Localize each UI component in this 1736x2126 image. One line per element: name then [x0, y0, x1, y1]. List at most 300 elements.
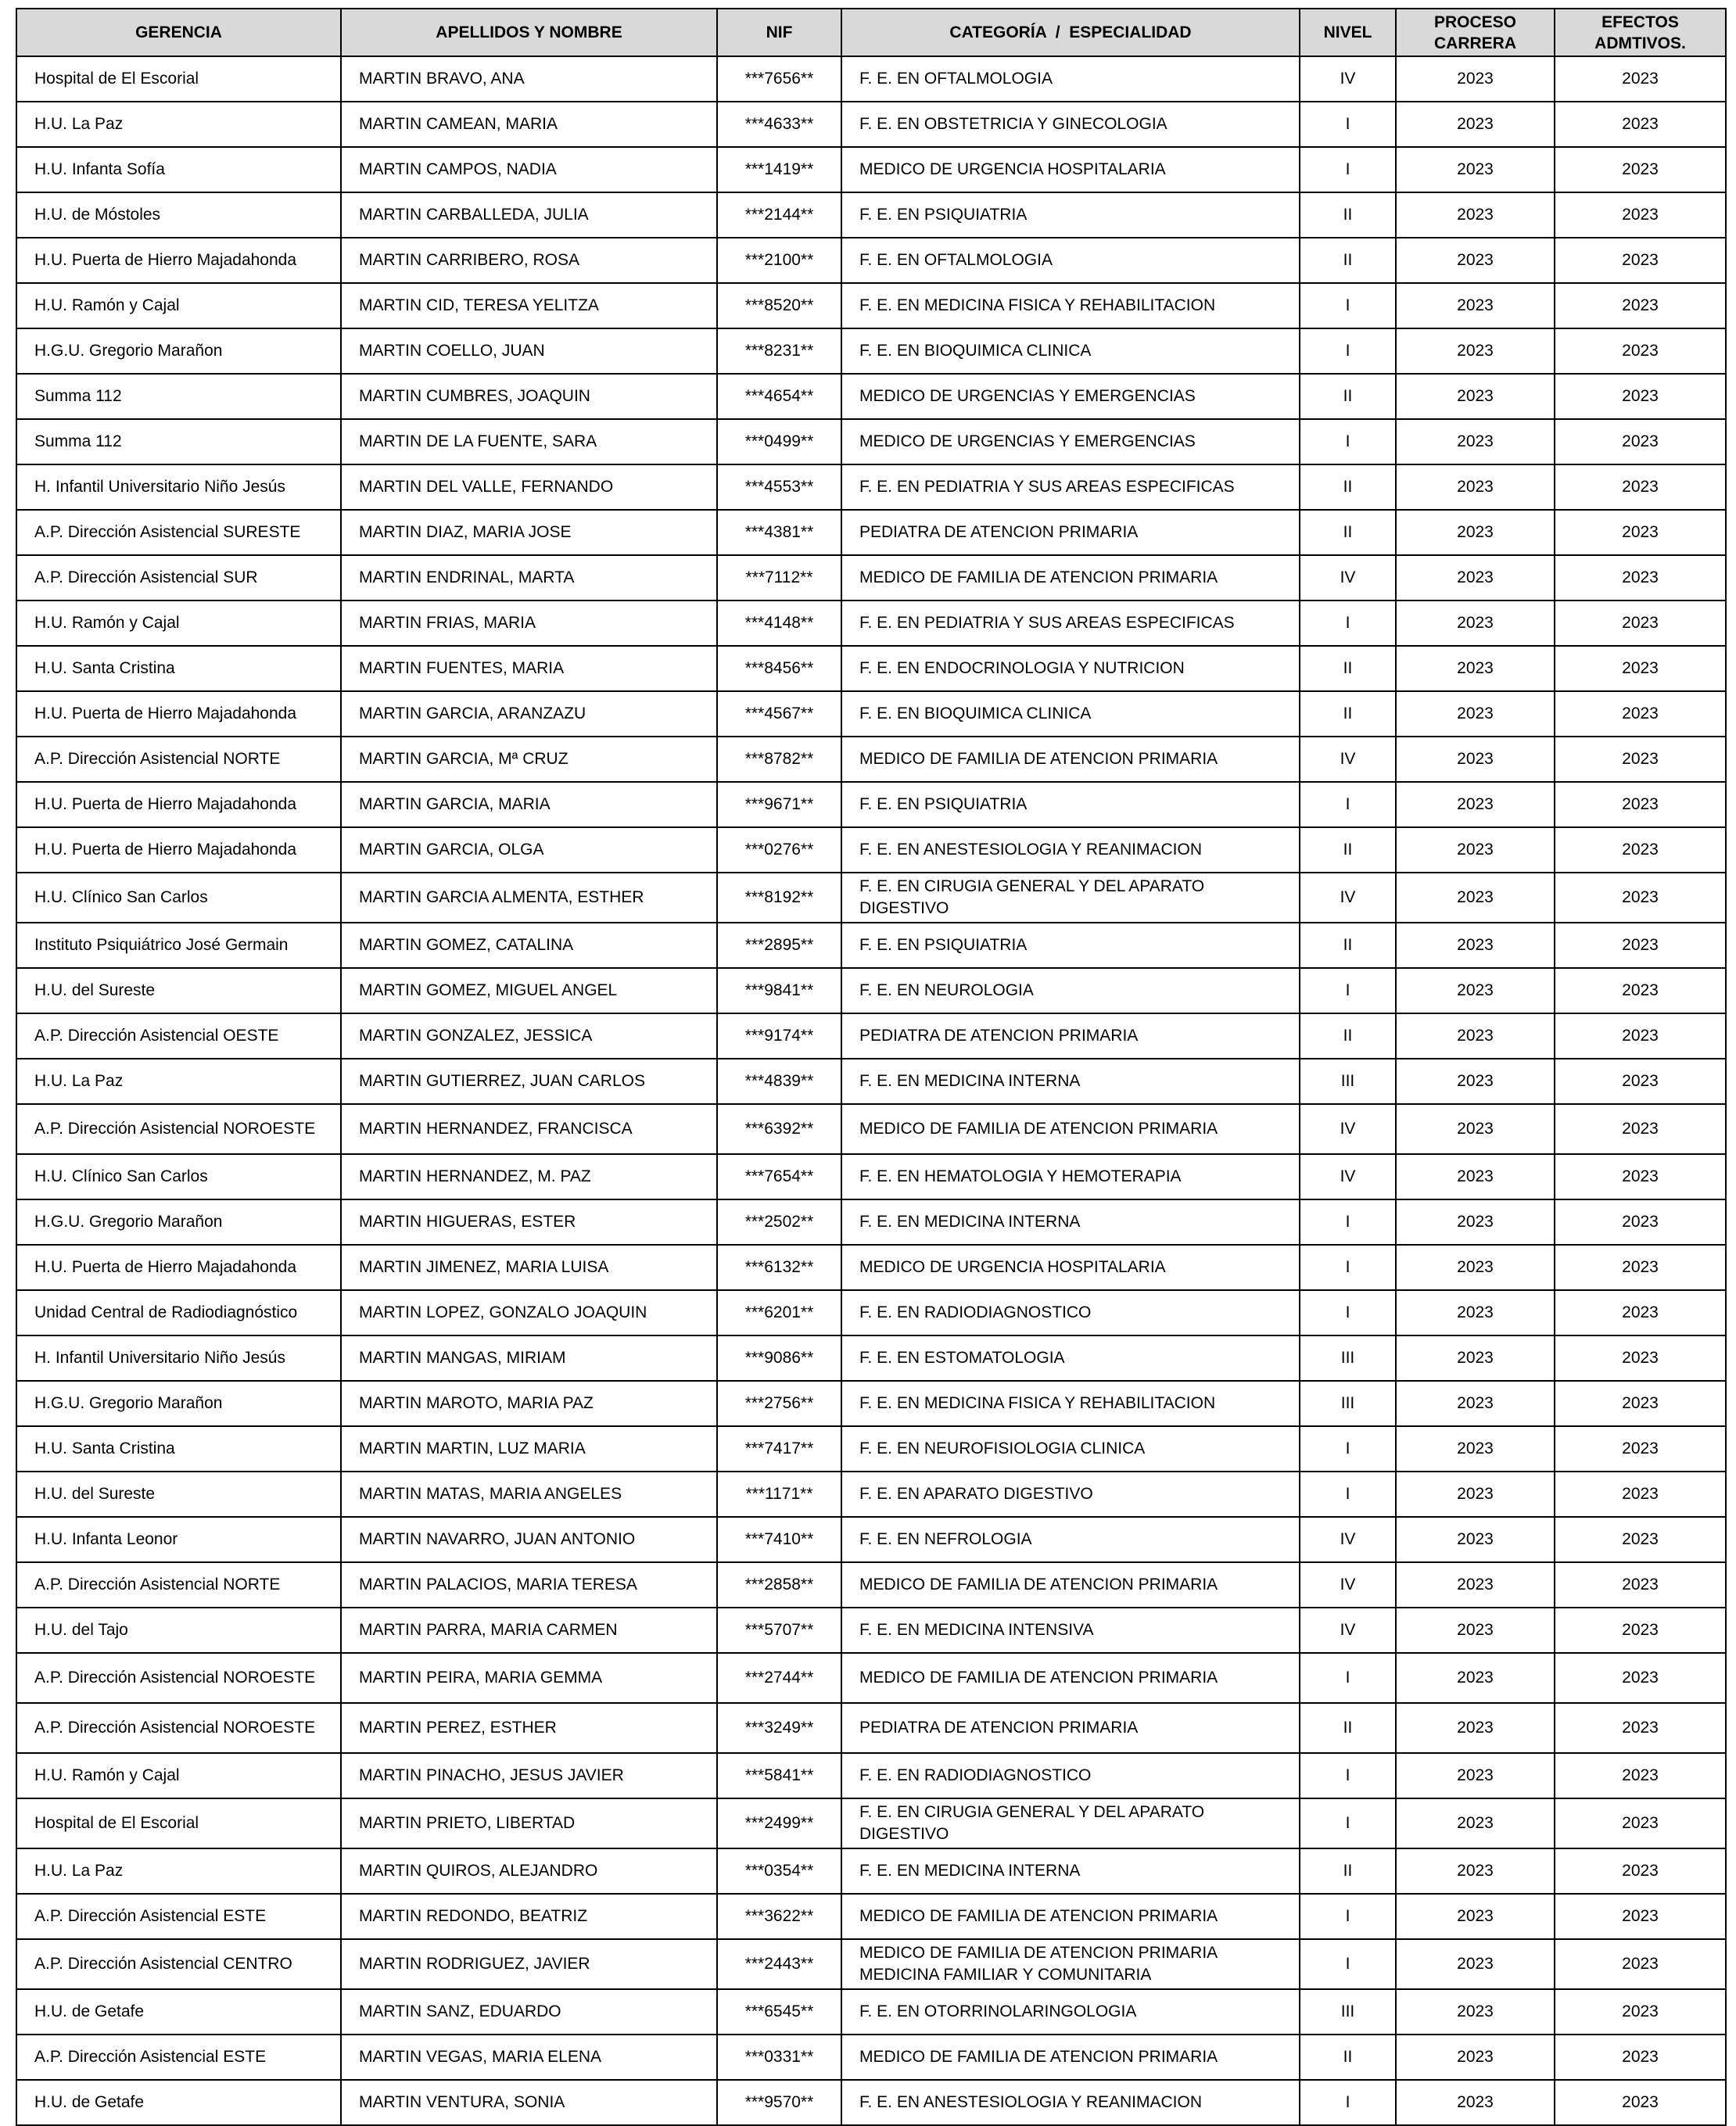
table-row: [16, 968, 1726, 1013]
cell-gerencia: H.G.U. Gregorio Marañon: [16, 328, 341, 374]
cell-nivel: IV: [1300, 1517, 1396, 1562]
cell-proceso: 2023: [1396, 1472, 1555, 1517]
cell-proceso: 2023: [1396, 2035, 1555, 2080]
cell-gerencia: H. Infantil Universitario Niño Jesús: [16, 1335, 341, 1381]
cell-nif: ***2744**: [717, 1653, 841, 1703]
cell-categoria: F. E. EN PEDIATRIA Y SUS AREAS ESPECIFICAS: [841, 464, 1300, 510]
cell-proceso: 2023: [1396, 1426, 1555, 1472]
cell-gerencia: H.U. de Getafe: [16, 2080, 341, 2125]
cell-nif: ***5841**: [717, 1753, 841, 1798]
cell-proceso: 2023: [1396, 56, 1555, 102]
cell-nif: ***3249**: [717, 1703, 841, 1753]
cell-nombre: MARTIN ENDRINAL, MARTA: [341, 555, 717, 601]
cell-proceso: 2023: [1396, 1154, 1555, 1199]
table-row: [16, 1059, 1726, 1104]
cell-efectos: 2023: [1555, 1608, 1726, 1653]
cell-nif: ***5707**: [717, 1608, 841, 1653]
cell-categoria: PEDIATRA DE ATENCION PRIMARIA: [841, 1703, 1300, 1753]
cell-nif: ***7417**: [717, 1426, 841, 1472]
cell-nivel: II: [1300, 464, 1396, 510]
cell-efectos: 2023: [1555, 1290, 1726, 1335]
cell-nivel: I: [1300, 1753, 1396, 1798]
cell-categoria: PEDIATRA DE ATENCION PRIMARIA: [841, 510, 1300, 555]
cell-efectos: 2023: [1555, 147, 1726, 192]
cell-nombre: MARTIN REDONDO, BEATRIZ: [341, 1894, 717, 1939]
cell-efectos: 2023: [1555, 1517, 1726, 1562]
cell-nif: ***6392**: [717, 1104, 841, 1154]
cell-proceso: 2023: [1396, 374, 1555, 419]
header-nivel: NIVEL: [1300, 9, 1396, 56]
cell-categoria: F. E. EN NEFROLOGIA: [841, 1517, 1300, 1562]
cell-nif: ***8520**: [717, 283, 841, 328]
cell-efectos: 2023: [1555, 1245, 1726, 1290]
cell-gerencia: A.P. Dirección Asistencial CENTRO: [16, 1939, 341, 1989]
cell-efectos: 2023: [1555, 601, 1726, 646]
cell-gerencia: H.U. Ramón y Cajal: [16, 601, 341, 646]
cell-nivel: III: [1300, 1989, 1396, 2035]
cell-gerencia: H. Infantil Universitario Niño Jesús: [16, 464, 341, 510]
table-row: [16, 1154, 1726, 1199]
header-categoria: CATEGORÍA / ESPECIALIDAD: [841, 9, 1300, 56]
cell-nif: ***2756**: [717, 1381, 841, 1426]
cell-nivel: II: [1300, 374, 1396, 419]
cell-nivel: I: [1300, 1290, 1396, 1335]
table-row: [16, 1608, 1726, 1653]
cell-efectos: 2023: [1555, 1703, 1726, 1753]
cell-proceso: 2023: [1396, 737, 1555, 782]
cell-nivel: IV: [1300, 1608, 1396, 1653]
cell-proceso: 2023: [1396, 1199, 1555, 1245]
table-row: [16, 147, 1726, 192]
table-row: [16, 192, 1726, 238]
cell-nif: ***4633**: [717, 102, 841, 147]
cell-nombre: MARTIN RODRIGUEZ, JAVIER: [341, 1939, 717, 1989]
cell-nif: ***4553**: [717, 464, 841, 510]
cell-nombre: MARTIN GARCIA ALMENTA, ESTHER: [341, 873, 717, 923]
cell-nivel: II: [1300, 827, 1396, 873]
cell-proceso: 2023: [1396, 147, 1555, 192]
cell-efectos: 2023: [1555, 1013, 1726, 1059]
cell-proceso: 2023: [1396, 102, 1555, 147]
cell-nivel: IV: [1300, 873, 1396, 923]
cell-gerencia: A.P. Dirección Asistencial SURESTE: [16, 510, 341, 555]
table-header-row: [16, 9, 1726, 56]
cell-nivel: III: [1300, 1335, 1396, 1381]
cell-categoria: F. E. EN MEDICINA INTERNA: [841, 1848, 1300, 1894]
cell-categoria: F. E. EN ENDOCRINOLOGIA Y NUTRICION: [841, 646, 1300, 691]
table-row: [16, 1472, 1726, 1517]
cell-proceso: 2023: [1396, 1753, 1555, 1798]
cell-nivel: IV: [1300, 737, 1396, 782]
cell-nivel: II: [1300, 646, 1396, 691]
cell-nivel: I: [1300, 782, 1396, 827]
header-nif: NIF: [717, 9, 841, 56]
cell-efectos: 2023: [1555, 1472, 1726, 1517]
cell-gerencia: A.P. Dirección Asistencial OESTE: [16, 1013, 341, 1059]
cell-proceso: 2023: [1396, 1608, 1555, 1653]
cell-nombre: MARTIN CARRIBERO, ROSA: [341, 238, 717, 283]
cell-categoria: F. E. EN ANESTESIOLOGIA Y REANIMACION: [841, 827, 1300, 873]
cell-categoria: MEDICO DE URGENCIAS Y EMERGENCIAS: [841, 419, 1300, 464]
table-row: [16, 1703, 1726, 1753]
cell-nombre: MARTIN CARBALLEDA, JULIA: [341, 192, 717, 238]
cell-efectos: 2023: [1555, 1199, 1726, 1245]
cell-gerencia: H.U. La Paz: [16, 102, 341, 147]
cell-nif: ***4839**: [717, 1059, 841, 1104]
cell-gerencia: A.P. Dirección Asistencial NOROESTE: [16, 1104, 341, 1154]
cell-nif: ***0499**: [717, 419, 841, 464]
cell-gerencia: Unidad Central de Radiodiagnóstico: [16, 1290, 341, 1335]
table-row: [16, 1562, 1726, 1608]
cell-nombre: MARTIN GONZALEZ, JESSICA: [341, 1013, 717, 1059]
table-row: [16, 923, 1726, 968]
table-row: [16, 782, 1726, 827]
header-proceso-carrera: PROCESO CARRERA: [1396, 9, 1555, 56]
cell-proceso: 2023: [1396, 827, 1555, 873]
cell-nivel: I: [1300, 1245, 1396, 1290]
table-row: [16, 873, 1726, 923]
cell-categoria: MEDICO DE URGENCIAS Y EMERGENCIAS: [841, 374, 1300, 419]
cell-nivel: IV: [1300, 555, 1396, 601]
cell-proceso: 2023: [1396, 464, 1555, 510]
cell-categoria: F. E. EN RADIODIAGNOSTICO: [841, 1290, 1300, 1335]
table-row: [16, 1426, 1726, 1472]
header-efectos-admtivos: EFECTOS ADMTIVOS.: [1555, 9, 1726, 56]
cell-nivel: I: [1300, 1798, 1396, 1848]
cell-nif: ***1419**: [717, 147, 841, 192]
cell-nivel: II: [1300, 923, 1396, 968]
cell-nivel: I: [1300, 147, 1396, 192]
cell-proceso: 2023: [1396, 510, 1555, 555]
table-row: [16, 56, 1726, 102]
cell-efectos: 2023: [1555, 510, 1726, 555]
cell-nif: ***4148**: [717, 601, 841, 646]
cell-efectos: 2023: [1555, 192, 1726, 238]
cell-proceso: 2023: [1396, 1703, 1555, 1753]
cell-nombre: MARTIN NAVARRO, JUAN ANTONIO: [341, 1517, 717, 1562]
cell-proceso: 2023: [1396, 238, 1555, 283]
cell-nombre: MARTIN LOPEZ, GONZALO JOAQUIN: [341, 1290, 717, 1335]
table-row: [16, 1381, 1726, 1426]
cell-categoria: F. E. EN OBSTETRICIA Y GINECOLOGIA: [841, 102, 1300, 147]
cell-categoria: F. E. EN MEDICINA FISICA Y REHABILITACION: [841, 1381, 1300, 1426]
cell-nif: ***6201**: [717, 1290, 841, 1335]
table-row: [16, 283, 1726, 328]
cell-nombre: MARTIN PEIRA, MARIA GEMMA: [341, 1653, 717, 1703]
cell-gerencia: H.U. Puerta de Hierro Majadahonda: [16, 1245, 341, 1290]
cell-categoria: F. E. EN OTORRINOLARINGOLOGIA: [841, 1989, 1300, 2035]
cell-proceso: 2023: [1396, 1798, 1555, 1848]
cell-nif: ***8192**: [717, 873, 841, 923]
cell-nombre: MARTIN MARTIN, LUZ MARIA: [341, 1426, 717, 1472]
cell-proceso: 2023: [1396, 873, 1555, 923]
table-row: [16, 374, 1726, 419]
cell-proceso: 2023: [1396, 555, 1555, 601]
cell-categoria: F. E. EN MEDICINA INTENSIVA: [841, 1608, 1300, 1653]
cell-gerencia: H.U. del Sureste: [16, 1472, 341, 1517]
cell-nif: ***3622**: [717, 1894, 841, 1939]
cell-proceso: 2023: [1396, 646, 1555, 691]
table-row: [16, 1335, 1726, 1381]
cell-categoria: F. E. EN ESTOMATOLOGIA: [841, 1335, 1300, 1381]
cell-gerencia: A.P. Dirección Asistencial NOROESTE: [16, 1653, 341, 1703]
table-row: [16, 1290, 1726, 1335]
header-gerencia: GERENCIA: [16, 9, 341, 56]
cell-gerencia: Instituto Psiquiátrico José Germain: [16, 923, 341, 968]
cell-categoria: MEDICO DE FAMILIA DE ATENCION PRIMARIA: [841, 1894, 1300, 1939]
cell-proceso: 2023: [1396, 1335, 1555, 1381]
cell-categoria: F. E. EN PSIQUIATRIA: [841, 923, 1300, 968]
table-row: [16, 510, 1726, 555]
table-row: [16, 691, 1726, 737]
cell-proceso: 2023: [1396, 192, 1555, 238]
cell-efectos: 2023: [1555, 1989, 1726, 2035]
table-row: [16, 1989, 1726, 2035]
cell-efectos: 2023: [1555, 691, 1726, 737]
cell-categoria: MEDICO DE URGENCIA HOSPITALARIA: [841, 1245, 1300, 1290]
cell-nif: ***1171**: [717, 1472, 841, 1517]
cell-efectos: 2023: [1555, 374, 1726, 419]
cell-nivel: I: [1300, 1426, 1396, 1472]
table-row: [16, 1894, 1726, 1939]
cell-proceso: 2023: [1396, 1653, 1555, 1703]
cell-gerencia: H.U. Puerta de Hierro Majadahonda: [16, 827, 341, 873]
cell-categoria: F. E. EN PEDIATRIA Y SUS AREAS ESPECIFICAS: [841, 601, 1300, 646]
table-row: [16, 328, 1726, 374]
cell-gerencia: H.U. de Móstoles: [16, 192, 341, 238]
cell-gerencia: A.P. Dirección Asistencial ESTE: [16, 1894, 341, 1939]
cell-efectos: 2023: [1555, 1381, 1726, 1426]
cell-gerencia: H.U. Ramón y Cajal: [16, 283, 341, 328]
cell-efectos: 2023: [1555, 1059, 1726, 1104]
cell-gerencia: Summa 112: [16, 419, 341, 464]
cell-categoria: F. E. EN OFTALMOLOGIA: [841, 238, 1300, 283]
table-row: [16, 1517, 1726, 1562]
cell-categoria: MEDICO DE FAMILIA DE ATENCION PRIMARIA MEDICINA FAMILIAR Y COMUNITARIA: [841, 1939, 1300, 1989]
cell-categoria: F. E. EN MEDICINA INTERNA: [841, 1199, 1300, 1245]
cell-gerencia: Summa 112: [16, 374, 341, 419]
cell-categoria: MEDICO DE FAMILIA DE ATENCION PRIMARIA: [841, 1562, 1300, 1608]
cell-gerencia: H.U. del Tajo: [16, 1608, 341, 1653]
cell-efectos: 2023: [1555, 419, 1726, 464]
cell-nif: ***8456**: [717, 646, 841, 691]
cell-nif: ***7656**: [717, 56, 841, 102]
cell-efectos: 2023: [1555, 782, 1726, 827]
cell-nivel: II: [1300, 2035, 1396, 2080]
cell-nivel: II: [1300, 1013, 1396, 1059]
cell-nombre: MARTIN GOMEZ, CATALINA: [341, 923, 717, 968]
cell-gerencia: H.U. Clínico San Carlos: [16, 873, 341, 923]
table-row: [16, 419, 1726, 464]
cell-proceso: 2023: [1396, 1517, 1555, 1562]
table-row: [16, 2035, 1726, 2080]
cell-nif: ***9570**: [717, 2080, 841, 2125]
table-row: [16, 1939, 1726, 1989]
cell-nombre: MARTIN PARRA, MARIA CARMEN: [341, 1608, 717, 1653]
cell-proceso: 2023: [1396, 1894, 1555, 1939]
document-page: [16, 8, 1727, 2126]
cell-categoria: MEDICO DE FAMILIA DE ATENCION PRIMARIA: [841, 1104, 1300, 1154]
cell-gerencia: H.G.U. Gregorio Marañon: [16, 1381, 341, 1426]
cell-proceso: 2023: [1396, 1381, 1555, 1426]
cell-proceso: 2023: [1396, 1290, 1555, 1335]
cell-nivel: I: [1300, 283, 1396, 328]
table-row: [16, 1798, 1726, 1848]
table-row: [16, 1104, 1726, 1154]
cell-nivel: IV: [1300, 56, 1396, 102]
cell-nombre: MARTIN BRAVO, ANA: [341, 56, 717, 102]
cell-nivel: I: [1300, 419, 1396, 464]
cell-proceso: 2023: [1396, 1848, 1555, 1894]
cell-nif: ***2100**: [717, 238, 841, 283]
cell-categoria: MEDICO DE FAMILIA DE ATENCION PRIMARIA: [841, 737, 1300, 782]
cell-nif: ***2499**: [717, 1798, 841, 1848]
cell-nivel: II: [1300, 238, 1396, 283]
cell-nif: ***7654**: [717, 1154, 841, 1199]
cell-categoria: F. E. EN CIRUGIA GENERAL Y DEL APARATO DIGESTIVO: [841, 873, 1300, 923]
cell-nif: ***2502**: [717, 1199, 841, 1245]
cell-efectos: 2023: [1555, 968, 1726, 1013]
cell-efectos: 2023: [1555, 1753, 1726, 1798]
table-row: [16, 1753, 1726, 1798]
cell-efectos: 2023: [1555, 1104, 1726, 1154]
cell-categoria: F. E. EN PSIQUIATRIA: [841, 782, 1300, 827]
cell-nombre: MARTIN DIAZ, MARIA JOSE: [341, 510, 717, 555]
cell-efectos: 2023: [1555, 737, 1726, 782]
cell-efectos: 2023: [1555, 1848, 1726, 1894]
cell-gerencia: A.P. Dirección Asistencial SUR: [16, 555, 341, 601]
cell-categoria: MEDICO DE FAMILIA DE ATENCION PRIMARIA: [841, 1653, 1300, 1703]
cell-nif: ***2858**: [717, 1562, 841, 1608]
table-row: [16, 737, 1726, 782]
table-row: [16, 555, 1726, 601]
table-row: [16, 2080, 1726, 2125]
table-row: [16, 238, 1726, 283]
cell-proceso: 2023: [1396, 1562, 1555, 1608]
cell-nombre: MARTIN DE LA FUENTE, SARA: [341, 419, 717, 464]
cell-gerencia: H.U. Santa Cristina: [16, 646, 341, 691]
cell-proceso: 2023: [1396, 1939, 1555, 1989]
cell-nombre: MARTIN PINACHO, JESUS JAVIER: [341, 1753, 717, 1798]
cell-nombre: MARTIN CAMPOS, NADIA: [341, 147, 717, 192]
cell-gerencia: H.U. Santa Cristina: [16, 1426, 341, 1472]
cell-efectos: 2023: [1555, 646, 1726, 691]
cell-nombre: MARTIN HERNANDEZ, FRANCISCA: [341, 1104, 717, 1154]
cell-nombre: MARTIN SANZ, EDUARDO: [341, 1989, 717, 2035]
cell-nivel: IV: [1300, 1104, 1396, 1154]
cell-nivel: I: [1300, 1472, 1396, 1517]
cell-categoria: MEDICO DE FAMILIA DE ATENCION PRIMARIA: [841, 2035, 1300, 2080]
table-row: [16, 1013, 1726, 1059]
cell-nif: ***0331**: [717, 2035, 841, 2080]
cell-efectos: 2023: [1555, 827, 1726, 873]
cell-nombre: MARTIN MATAS, MARIA ANGELES: [341, 1472, 717, 1517]
cell-categoria: F. E. EN HEMATOLOGIA Y HEMOTERAPIA: [841, 1154, 1300, 1199]
cell-gerencia: H.U. Infanta Sofía: [16, 147, 341, 192]
cell-nombre: MARTIN MAROTO, MARIA PAZ: [341, 1381, 717, 1426]
cell-gerencia: H.U. de Getafe: [16, 1989, 341, 2035]
cell-nivel: I: [1300, 102, 1396, 147]
cell-nivel: I: [1300, 2080, 1396, 2125]
cell-gerencia: Hospital de El Escorial: [16, 56, 341, 102]
cell-nombre: MARTIN QUIROS, ALEJANDRO: [341, 1848, 717, 1894]
cell-gerencia: A.P. Dirección Asistencial NOROESTE: [16, 1703, 341, 1753]
cell-gerencia: Hospital de El Escorial: [16, 1798, 341, 1848]
cell-nivel: I: [1300, 1894, 1396, 1939]
cell-nivel: III: [1300, 1059, 1396, 1104]
table-row: [16, 102, 1726, 147]
cell-categoria: MEDICO DE FAMILIA DE ATENCION PRIMARIA: [841, 555, 1300, 601]
cell-nombre: MARTIN GARCIA, MARIA: [341, 782, 717, 827]
cell-nivel: I: [1300, 1939, 1396, 1989]
cell-efectos: 2023: [1555, 328, 1726, 374]
cell-nombre: MARTIN GUTIERREZ, JUAN CARLOS: [341, 1059, 717, 1104]
cell-nombre: MARTIN PRIETO, LIBERTAD: [341, 1798, 717, 1848]
cell-nombre: MARTIN GARCIA, Mª CRUZ: [341, 737, 717, 782]
cell-gerencia: H.U. Puerta de Hierro Majadahonda: [16, 782, 341, 827]
cell-nombre: MARTIN VENTURA, SONIA: [341, 2080, 717, 2125]
cell-gerencia: H.U. La Paz: [16, 1059, 341, 1104]
cell-nivel: II: [1300, 1703, 1396, 1753]
cell-gerencia: H.G.U. Gregorio Marañon: [16, 1199, 341, 1245]
cell-categoria: F. E. EN NEUROFISIOLOGIA CLINICA: [841, 1426, 1300, 1472]
cell-efectos: 2023: [1555, 1653, 1726, 1703]
cell-proceso: 2023: [1396, 923, 1555, 968]
cell-nivel: II: [1300, 1848, 1396, 1894]
cell-nombre: MARTIN CUMBRES, JOAQUIN: [341, 374, 717, 419]
cell-nivel: II: [1300, 510, 1396, 555]
cell-categoria: MEDICO DE URGENCIA HOSPITALARIA: [841, 147, 1300, 192]
cell-nivel: I: [1300, 1653, 1396, 1703]
cell-categoria: F. E. EN MEDICINA FISICA Y REHABILITACION: [841, 283, 1300, 328]
cell-gerencia: H.U. Infanta Leonor: [16, 1517, 341, 1562]
cell-nombre: MARTIN PEREZ, ESTHER: [341, 1703, 717, 1753]
cell-gerencia: H.U. del Sureste: [16, 968, 341, 1013]
cell-proceso: 2023: [1396, 1013, 1555, 1059]
cell-proceso: 2023: [1396, 328, 1555, 374]
cell-efectos: 2023: [1555, 1894, 1726, 1939]
cell-proceso: 2023: [1396, 968, 1555, 1013]
cell-nif: ***4381**: [717, 510, 841, 555]
cell-proceso: 2023: [1396, 1104, 1555, 1154]
cell-nivel: III: [1300, 1381, 1396, 1426]
cell-nivel: IV: [1300, 1154, 1396, 1199]
cell-nif: ***9671**: [717, 782, 841, 827]
header-apellidos-nombre: APELLIDOS Y NOMBRE: [341, 9, 717, 56]
table-row: [16, 464, 1726, 510]
cell-categoria: F. E. EN PSIQUIATRIA: [841, 192, 1300, 238]
cell-nombre: MARTIN FUENTES, MARIA: [341, 646, 717, 691]
table-row: [16, 1199, 1726, 1245]
cell-nombre: MARTIN VEGAS, MARIA ELENA: [341, 2035, 717, 2080]
cell-categoria: F. E. EN APARATO DIGESTIVO: [841, 1472, 1300, 1517]
cell-nombre: MARTIN COELLO, JUAN: [341, 328, 717, 374]
cell-categoria: F. E. EN RADIODIAGNOSTICO: [841, 1753, 1300, 1798]
cell-gerencia: A.P. Dirección Asistencial NORTE: [16, 1562, 341, 1608]
cell-nombre: MARTIN FRIAS, MARIA: [341, 601, 717, 646]
cell-nombre: MARTIN HIGUERAS, ESTER: [341, 1199, 717, 1245]
cell-categoria: F. E. EN ANESTESIOLOGIA Y REANIMACION: [841, 2080, 1300, 2125]
cell-gerencia: A.P. Dirección Asistencial NORTE: [16, 737, 341, 782]
cell-efectos: 2023: [1555, 102, 1726, 147]
cell-nombre: MARTIN HERNANDEZ, M. PAZ: [341, 1154, 717, 1199]
cell-nombre: MARTIN GOMEZ, MIGUEL ANGEL: [341, 968, 717, 1013]
cell-efectos: 2023: [1555, 1939, 1726, 1989]
cell-nif: ***8231**: [717, 328, 841, 374]
cell-efectos: 2023: [1555, 2035, 1726, 2080]
cell-proceso: 2023: [1396, 1989, 1555, 2035]
cell-nivel: I: [1300, 601, 1396, 646]
